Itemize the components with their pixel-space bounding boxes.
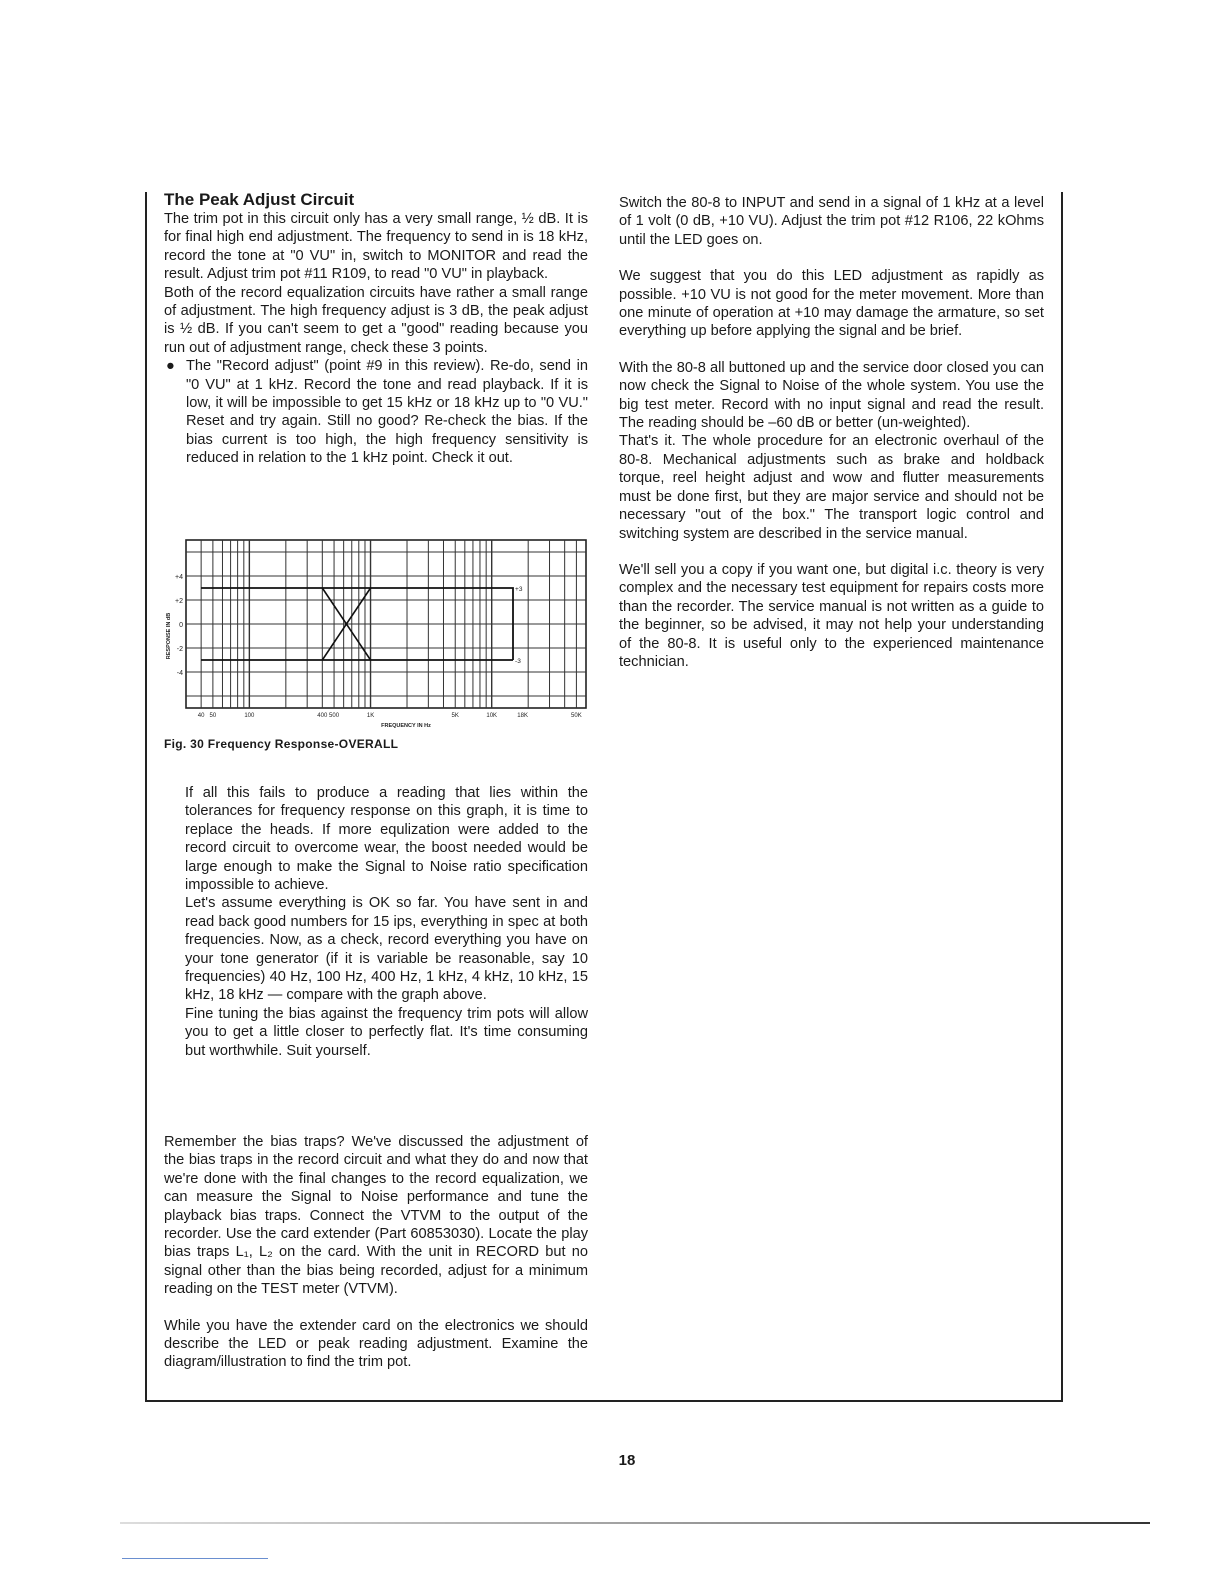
page-number: 18: [618, 1452, 636, 1469]
scan-artifact-line: [120, 1522, 1150, 1524]
y-tick-label: +4: [175, 574, 183, 581]
chart-svg: [162, 538, 592, 738]
frequency-response-chart: [162, 538, 592, 738]
paragraph-extender-card: While you have the extender card on the electronics we should describe the LED or peak reading adjustment. Examine the diagram/illustration to find the trim pot.: [164, 1317, 588, 1371]
left-border-rule: [145, 192, 147, 1402]
x-tick-label: 18K: [517, 713, 528, 719]
figure-caption: Fig. 30 Frequency Response-OVERALL: [164, 737, 399, 751]
y-tick-label: 0: [179, 622, 183, 629]
y-tick-label: +2: [175, 598, 183, 605]
right-column: [619, 194, 1044, 671]
y-tick-label: -2: [176, 646, 183, 653]
x-tick-label: 400: [317, 713, 328, 719]
right-border-rule: [1061, 192, 1063, 1402]
paragraph-heads: If all this fails to produce a reading that lies within the tolerances for frequency response on this graph, it is time to replace the heads. If more equlization were added to the record circuit to overcome wear, the boost needed would be large enough to make the Signal to Noise ratio specification impossible to achieve.: [185, 785, 588, 894]
paragraph-peak-adjust: The trim pot in this circuit only has a very small range, ½ dB. It is for final high end adjustment. The frequency to send in is 18 kHz, record the tone at "0 VU" in, switch to MONITOR and read the result. Adjust trim pot #11 R109, to read "0 VU" in playback.: [164, 211, 588, 283]
y-axis-label: RESPONSE IN dB: [166, 612, 172, 660]
y-tick-label: -4: [176, 670, 183, 677]
x-axis-label: FREQUENCY IN Hz: [381, 723, 431, 729]
paragraph-service-manual: We'll sell you a copy if you want one, but digital i.c. theory is very complex and the necessary test equipment for repairs costs more than the recorder. The service manual is not written as a guide to the beginner, so be advised, it may not help your understanding of the 80-8. It is useful only to the experienced maintenance technician.: [619, 561, 1044, 670]
x-tick-label: 1K: [366, 713, 375, 719]
paragraph-led-input: Switch the 80-8 to INPUT and send in a signal of 1 kHz at a level of 1 volt (0 dB, +10 VU). Adjust the trim pot #12 R106, 22 kOhms until the LED goes on.: [619, 195, 1044, 248]
section-heading: The Peak Adjust Circuit: [164, 190, 355, 209]
x-tick-label: 500: [329, 713, 340, 719]
x-tick-label: 50: [209, 713, 217, 719]
x-tick-label: 10K: [486, 713, 498, 719]
paragraph-record-eq: Both of the record equalization circuits have rather a small range of adjustment. The high frequency adjust is 3 dB, the peak adjust is ½ dB. If you can't seem to get a "good" reading because you run out of adjustment range, check these 3 points.: [164, 284, 588, 356]
left-column-top: [164, 190, 588, 468]
bullet-record-adjust: [164, 357, 588, 467]
x-tick-label: 100: [244, 713, 255, 719]
x-tick-label: 40: [197, 713, 205, 719]
paragraph-thats-it: That's it. The whole procedure for an electronic overhaul of the 80-8. Mechanical adjustments such as brake and holdback torque, reel height adjust and wow and flutter measurements must be done first, but they are major service and should not be necessary "out of the box." The transport logic control and switching system are described in the service manual.: [619, 433, 1044, 542]
paragraph-led-rapid: We suggest that you do this LED adjustment as rapidly as possible. +10 VU is not good for the meter movement. More than one minute of operation at +10 may damage the armature, so set everything up before applying the signal and be brief.: [619, 268, 1044, 340]
x-tick-label: 5K: [451, 713, 459, 719]
bullet-dot-icon: ●: [166, 358, 175, 375]
left-column-bottom: [164, 1133, 588, 1372]
tolerance-end-label: -3: [515, 658, 521, 665]
bullet-text: The "Record adjust" (point #9 in this review). Re-do, send in "0 VU" at 1 kHz. Record the tone and read playback. If it is low, it will be impossible to get 15 kHz or 18 kHz up to "0 VU." Reset and try again. Still no good? Re-check the bias. If the bias current is too high, the high frequency sensitivity is reduced in relation to the 1 kHz point. Check it out.: [186, 358, 588, 467]
indented-block: [185, 784, 588, 1060]
tolerance-end-label: +3: [515, 586, 523, 593]
x-tick-label: 50K: [571, 713, 582, 719]
paragraph-check: Let's assume everything is OK so far. You have sent in and read back good numbers for 15 ips, everything in spec at both frequencies. Now, as a check, record everything you have on your tone generator (if it is variable be reasonable, say 10 frequencies) 40 Hz, 100 Hz, 400 Hz, 1 kHz, 4 kHz, 10 kHz, 15 kHz, 18 kHz — compare with the graph above.: [185, 895, 588, 1004]
bottom-border-rule: [145, 1400, 1063, 1402]
paragraph-bias-traps: Remember the bias traps? We've discussed the adjustment of the bias traps in the record circuit and what they do and now that we're done with the final changes to the record equalization, we can measure the Signal to Noise performance and tune the playback bias traps. Connect the VTVM to the output of the recorder. Use the card extender (Part 60853030). Locate the play bias traps L₁, L₂ on the card. With the unit in RECORD but no signal other than the bias being recorded, adjust for a minimum reading on the TEST meter (VTVM).: [164, 1134, 588, 1298]
paragraph-fine-tuning: Fine tuning the bias against the frequency trim pots will allow you to get a little closer to perfectly flat. It's time consuming but worthwhile. Suit yourself.: [185, 1005, 588, 1059]
paragraph-signal-noise: With the 80-8 all buttoned up and the service door closed you can now check the Signal to Noise of the whole system. You use the big test meter. Record with no input signal and read the result. The reading should be –60 dB or better (un-weighted).: [619, 359, 1044, 432]
link-underline: [122, 1558, 268, 1559]
